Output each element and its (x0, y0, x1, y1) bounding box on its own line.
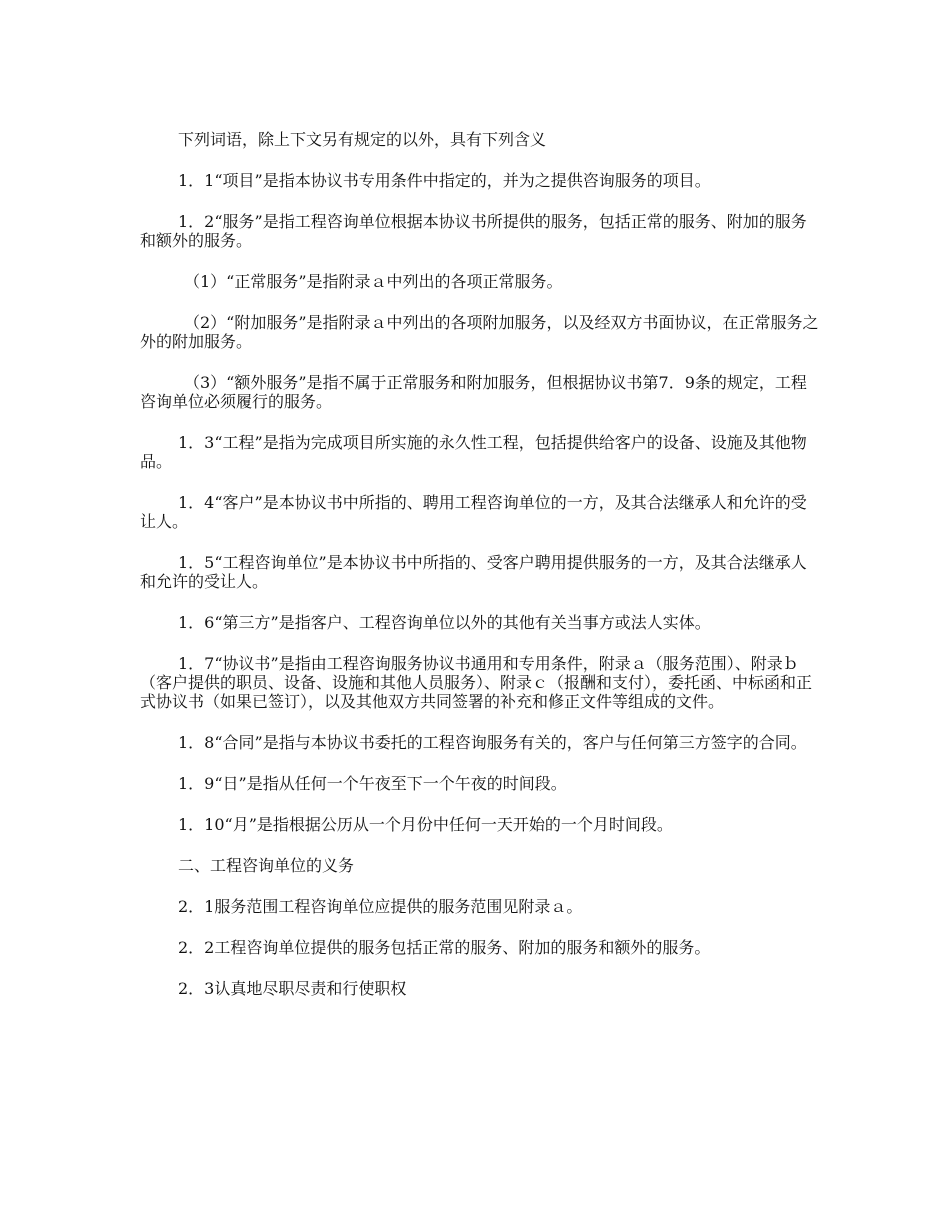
clause-due-diligence: 2．3认真地尽职尽责和行使职权 (178, 979, 407, 998)
intro-paragraph: 下列词语，除上下文另有规定的以外，具有下列含义 (178, 130, 547, 149)
definition-works: 1．3“工程”是指为完成项目所实施的永久性工程，包括提供给客户的设备、设施及其他物品。 (140, 433, 807, 471)
clause-services-included: 2．2工程咨询单位提供的服务包括正常的服务、附加的服务和额外的服务。 (178, 938, 711, 957)
definition-day: 1．9“日”是指从任何一个午夜至下一个午夜的时间段。 (178, 774, 567, 793)
definition-contract: 1．8“合同”是指与本协议书委托的工程咨询服务有关的，客户与任何第三方签字的合同。 (178, 733, 807, 752)
definition-client: 1．4“客户”是本协议书中所指的、聘用工程咨询单位的一方，及其合法继承人和允许的受让人。 (140, 493, 807, 531)
definition-additional-services: （2）“附加服务”是指附录ａ中列出的各项附加服务，以及经双方书面协议，在正常服务之外的附加服务。 (140, 313, 819, 351)
definition-extra-services: （3）“额外服务”是指不属于正常服务和附加服务，但根据协议书第7．9条的规定，工程咨询单位必须履行的服务。 (140, 373, 807, 411)
definition-normal-services: （1）“正常服务”是指附录ａ中列出的各项正常服务。 (184, 272, 563, 291)
definition-services: 1．2“服务”是指工程咨询单位根据本协议书所提供的服务，包括正常的服务、附加的服务和额外的服务。 (140, 212, 807, 250)
definition-third-party: 1．6“第三方”是指客户、工程咨询单位以外的其他有关当事方或法人实体。 (178, 613, 711, 632)
document-body (140, 130, 820, 1020)
definition-agreement: 1．7“协议书”是指由工程咨询服务协议书通用和专用条件，附录ａ（服务范围）、附录ｂ（客户提供的职员、设备、设施和其他人员服务）、附录ｃ（报酬和支付），委托函、中标函和正式协议书（如果已签订），以及其他双方共同签署的补充和修正文件等组成的文件。 (140, 654, 813, 711)
definition-month: 1．10“月”是指根据公历从一个月份中任何一天开始的一个月时间段。 (178, 815, 673, 834)
definition-project: 1．1“项目”是指本协议书专用条件中指定的，并为之提供咨询服务的项目。 (178, 171, 711, 190)
section-heading-obligations: 二、工程咨询单位的义务 (178, 856, 355, 875)
definition-consultant: 1．5“工程咨询单位”是本协议书中所指的、受客户聘用提供服务的一方，及其合法继承人和允许的受让人。 (140, 553, 807, 591)
clause-scope-of-services: 2．1服务范围工程咨询单位应提供的服务范围见附录ａ。 (178, 897, 583, 916)
